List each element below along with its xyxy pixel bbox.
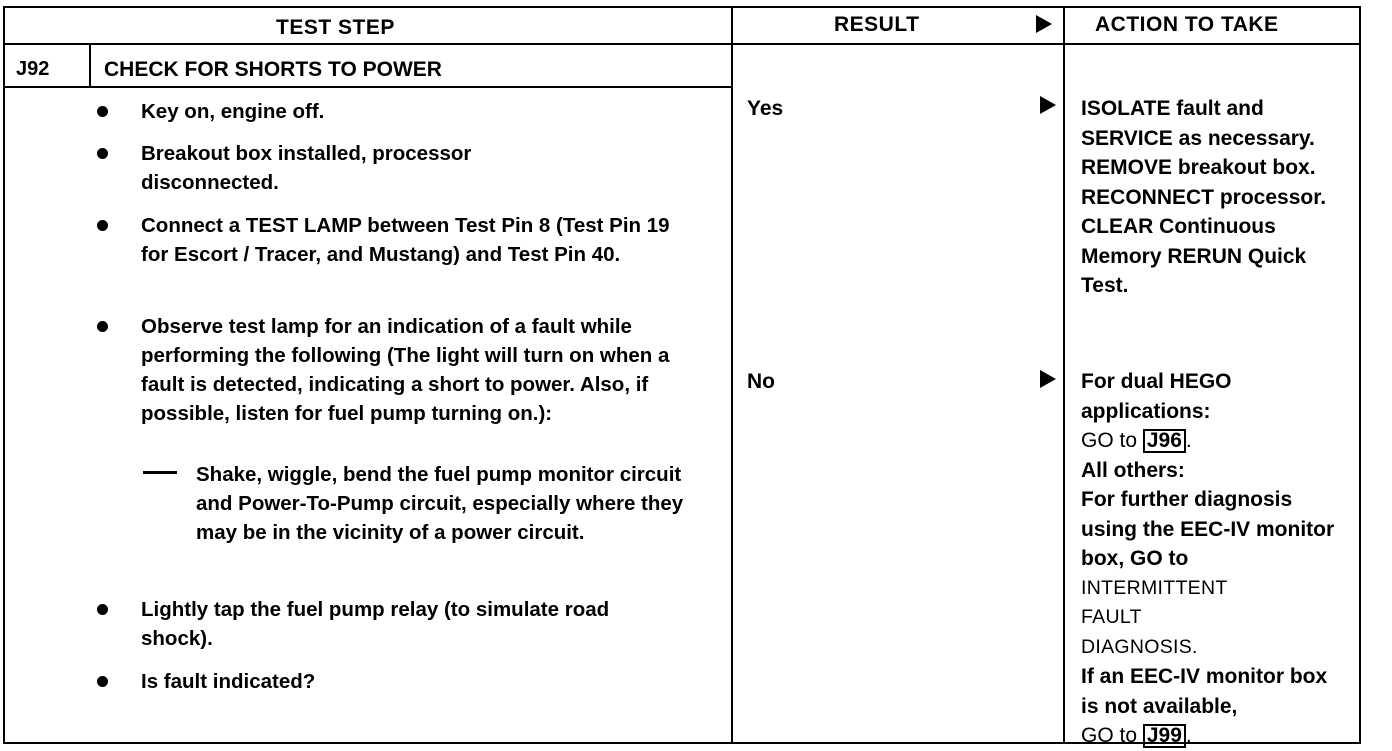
action-yes: ISOLATE fault and SERVICE as necessary. REMOVE breakout box. RECONNECT processor. CLEAR Continuous Memory RERUN Quick Test.: [1081, 97, 1327, 297]
header-test-step: TEST STEP: [276, 16, 395, 39]
result-no: No: [747, 370, 775, 393]
action-no-diagnosis: DIAGNOSIS.: [1081, 635, 1198, 658]
goto-ref-j96[interactable]: J96: [1143, 429, 1186, 453]
bullet-item-5: Lightly tap the fuel pump relay (to simulate road shock).: [141, 598, 610, 650]
bullet-icon: [97, 604, 108, 615]
test-step-column-divider: [731, 6, 733, 744]
bullet-icon: [97, 106, 108, 117]
header-action: ACTION TO TAKE: [1095, 13, 1279, 36]
action-no-goto-text: GO to: [1081, 429, 1138, 452]
header-result: RESULT: [834, 13, 920, 36]
header-arrow-icon: [1036, 15, 1052, 33]
action-no-further: For further diagnosis using the EEC-IV monitor box, GO to: [1081, 488, 1335, 570]
bullet-item-2: Breakout box installed, processor disconnected.: [141, 142, 472, 194]
action-no-if: If an EEC-IV monitor box is not available,: [1081, 665, 1328, 718]
bullet-icon: [97, 676, 108, 687]
step-id-divider: [89, 44, 91, 87]
bullet-item-1: Key on, engine off.: [141, 100, 325, 123]
bullet-item-4: Observe test lamp for an indication of a fault while performing the following (The light will turn on when a fault is detected, indicating a short to power. Also, if possible, listen for fuel pump turning on.):: [141, 315, 670, 425]
action-no-goto2-text: GO to: [1081, 724, 1138, 747]
sub-item: Shake, wiggle, bend the fuel pump monitor circuit and Power-To-Pump circuit, especially where they may be in the vicinity of a power circuit.: [196, 463, 684, 544]
action-no-goto: [1081, 426, 1353, 456]
action-no-goto2: [1081, 721, 1353, 751]
action-no-intermittent: INTERMITTENT: [1081, 576, 1228, 599]
bullet-item-6: Is fault indicated?: [141, 670, 316, 693]
goto-ref-j99[interactable]: J99: [1143, 724, 1186, 748]
action-no-fault: FAULT: [1081, 606, 1142, 628]
goto-period: .: [1185, 429, 1192, 452]
bullet-item-3: Connect a TEST LAMP between Test Pin 8 (Test Pin 19 for Escort / Tracer, and Mustang) and Test Pin 40.: [141, 214, 670, 266]
action-no-heading: For dual HEGO applications:: [1081, 370, 1232, 423]
step-title-divider: [3, 86, 732, 88]
header-divider: [3, 43, 1361, 45]
bullet-icon: [97, 321, 108, 332]
sub-item-dash: [143, 471, 177, 474]
bullet-icon: [97, 220, 108, 231]
action-no-others: All others:: [1081, 458, 1185, 482]
result-yes: Yes: [747, 97, 784, 120]
goto2-period: .: [1185, 724, 1192, 747]
step-title: CHECK FOR SHORTS TO POWER: [104, 58, 442, 81]
action-no: [1081, 367, 1353, 751]
bullet-icon: [97, 148, 108, 159]
result-action-divider: [1063, 6, 1065, 744]
step-id: J92: [16, 58, 50, 80]
no-arrow-icon: [1040, 370, 1056, 388]
yes-arrow-icon: [1040, 96, 1056, 114]
